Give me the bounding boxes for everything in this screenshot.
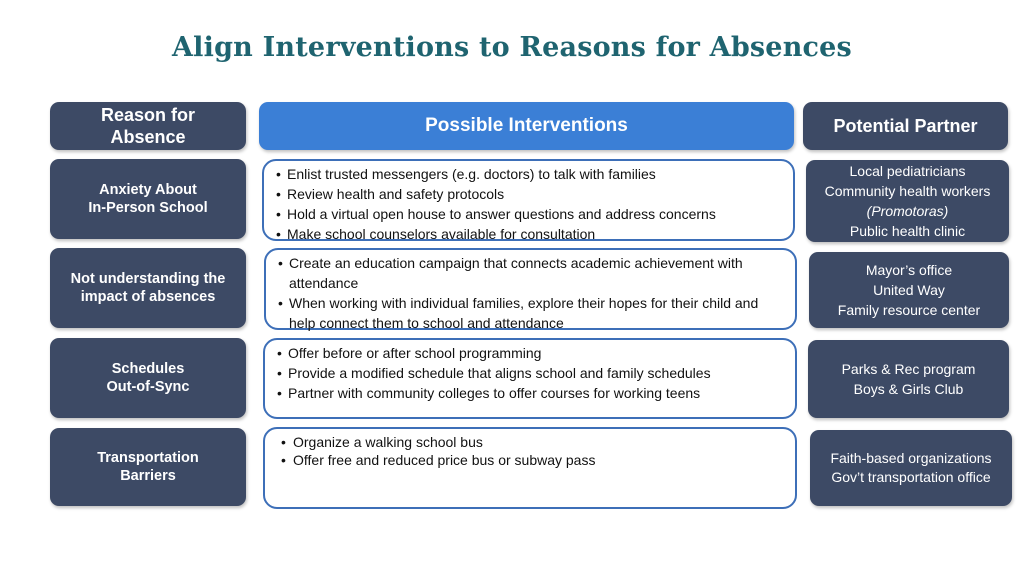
reason-box-impact (50, 248, 246, 328)
partner-line: (Promotoras) (866, 203, 949, 219)
reason-box-schedules (50, 338, 246, 418)
partner-line: Public health clinic (849, 223, 966, 239)
reason-header-line: Reason for (100, 105, 196, 125)
intervention-item: • Organize a walking school bus (277, 433, 785, 451)
interventions-list (278, 253, 785, 333)
reason-header-line: Absence (110, 127, 186, 147)
reason-line: Barriers (120, 468, 176, 484)
interventions-box-anxiety (262, 159, 795, 241)
partner-column-header (803, 102, 1008, 150)
reason-line: Transportation (97, 450, 199, 466)
reason-box-anxiety (50, 159, 246, 239)
reason-box-transportation (50, 428, 246, 506)
intervention-item: • Provide a modified schedule that aligns school and family schedules (277, 363, 785, 383)
reason-line: Anxiety About (99, 182, 197, 198)
page-title: Align Interventions to Reasons for Absences (172, 32, 852, 63)
interventions-list (277, 343, 785, 403)
partner-box-transportation (810, 430, 1012, 506)
partner-line: Mayor’s office (865, 262, 953, 278)
partner-box-impact (809, 252, 1009, 328)
partner-line: Faith-based organizations (830, 450, 992, 466)
interventions-box-transportation (263, 427, 797, 509)
interventions-header-label: Possible Interventions (425, 115, 628, 136)
intervention-item: • Review health and safety protocols (276, 184, 783, 204)
intervention-item: • Enlist trusted messengers (e.g. doctors) to talk with families (276, 164, 783, 184)
reason-line: Not understanding the (70, 271, 226, 287)
intervention-item: • Offer free and reduced price bus or subway pass (277, 451, 785, 469)
interventions-box-impact (264, 248, 797, 330)
intervention-item: • Create an education campaign that connects academic achievement with attendance (278, 253, 785, 293)
interventions-list (276, 164, 783, 244)
intervention-item: • When working with individual families, explore their hopes for their child and help connect them to school and attendance (278, 293, 785, 333)
partner-header-label: Potential Partner (833, 116, 978, 136)
intervention-item: • Hold a virtual open house to answer questions and address concerns (276, 204, 783, 224)
partner-line: Community health workers (824, 183, 991, 199)
reason-line: Out-of-Sync (106, 379, 190, 395)
reason-line: In-Person School (88, 200, 208, 216)
partner-line: Boys & Girls Club (853, 381, 964, 397)
partner-box-anxiety (806, 160, 1009, 242)
intervention-item: • Partner with community colleges to offer courses for working teens (277, 383, 785, 403)
reason-column-header (50, 102, 246, 150)
partner-line: United Way (873, 282, 945, 298)
interventions-column-header (259, 102, 794, 150)
intervention-item: • Offer before or after school programming (277, 343, 785, 363)
intervention-item: • Make school counselors available for consultation (276, 224, 783, 244)
interventions-list (277, 433, 785, 469)
reason-line: Schedules (111, 361, 185, 377)
partner-line: Parks & Rec program (841, 361, 976, 377)
partner-line: Gov’t transportation office (831, 469, 991, 485)
partner-line: Local pediatricians (849, 163, 966, 179)
partner-box-schedules (808, 340, 1009, 418)
interventions-box-schedules (263, 338, 797, 419)
partner-line: Family resource center (837, 302, 981, 318)
reason-line: impact of absences (80, 289, 216, 305)
